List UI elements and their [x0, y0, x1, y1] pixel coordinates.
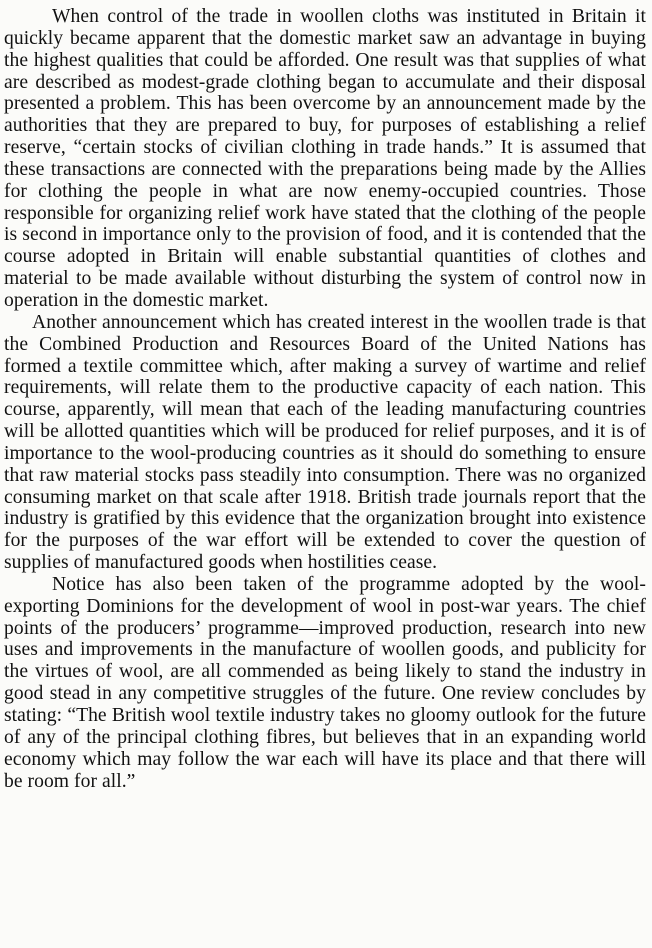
- paragraph-woollen-cloth-control: When control of the trade in woollen cloths was instituted in Britain it quickly became apparent that the domestic market saw an advantage in buying the highest qualities that could be afforded. One result was that supplies of what are described as modest-grade clothing began to accumulate and their disposal presented a problem. This has been overcome by an announcement made by the authorities that they are prepared to buy, for purposes of establishing a relief reserve, “certain stocks of civilian clothing in trade hands.” It is assumed that these transactions are connected with the preparations being made by the Allies for clothing the people in what are now enemy-occupied countries. Those responsible for organizing relief work have stated that the clothing of the people is second in importance only to the provision of food, and it is contended that the course adopted in Britain will enable substantial quantities of clothes and material to be made available without disturbing the system of control now in operation in the domestic market.: [4, 6, 646, 311]
- paragraph-textile-committee: Another announcement which has created interest in the woollen trade is that the Combined Production and Resources Board of the United Nations has formed a textile committee which, after making a survey of wartime and relief requirements, will relate them to the productive capacity of each nation. This course, apparently, will mean that each of the leading manufacturing countries will be allotted quantities which will be produced for relief purposes, and it is of importance to the wool-producing countries as it should do something to ensure that raw material stocks pass steadily into consumption. There was no organized consuming market on that scale after 1918. British trade journals report that the industry is gratified by this evidence that the organization brought into existence for the purposes of the war effort will be extended to cover the question of supplies of manufactured goods when hostilities cease.: [4, 311, 646, 574]
- paragraph-dominions-programme: Notice has also been taken of the programme adopted by the wool-exporting Dominions for the development of wool in post-war years. The chief points of the producers’ programme—improved production, research into new uses and improvements in the manufacture of woollen goods, and publicity for the virtues of wool, are all commended as being likely to stand the industry in good stead in any competitive struggles of the future. One review concludes by stating: “The British wool textile industry takes no gloomy outlook for the future of any of the principal clothing fibres, but believes that in an expanding world economy which may follow the war each will have its place and that there will be room for all.”: [4, 573, 646, 792]
- article-body: [4, 6, 646, 792]
